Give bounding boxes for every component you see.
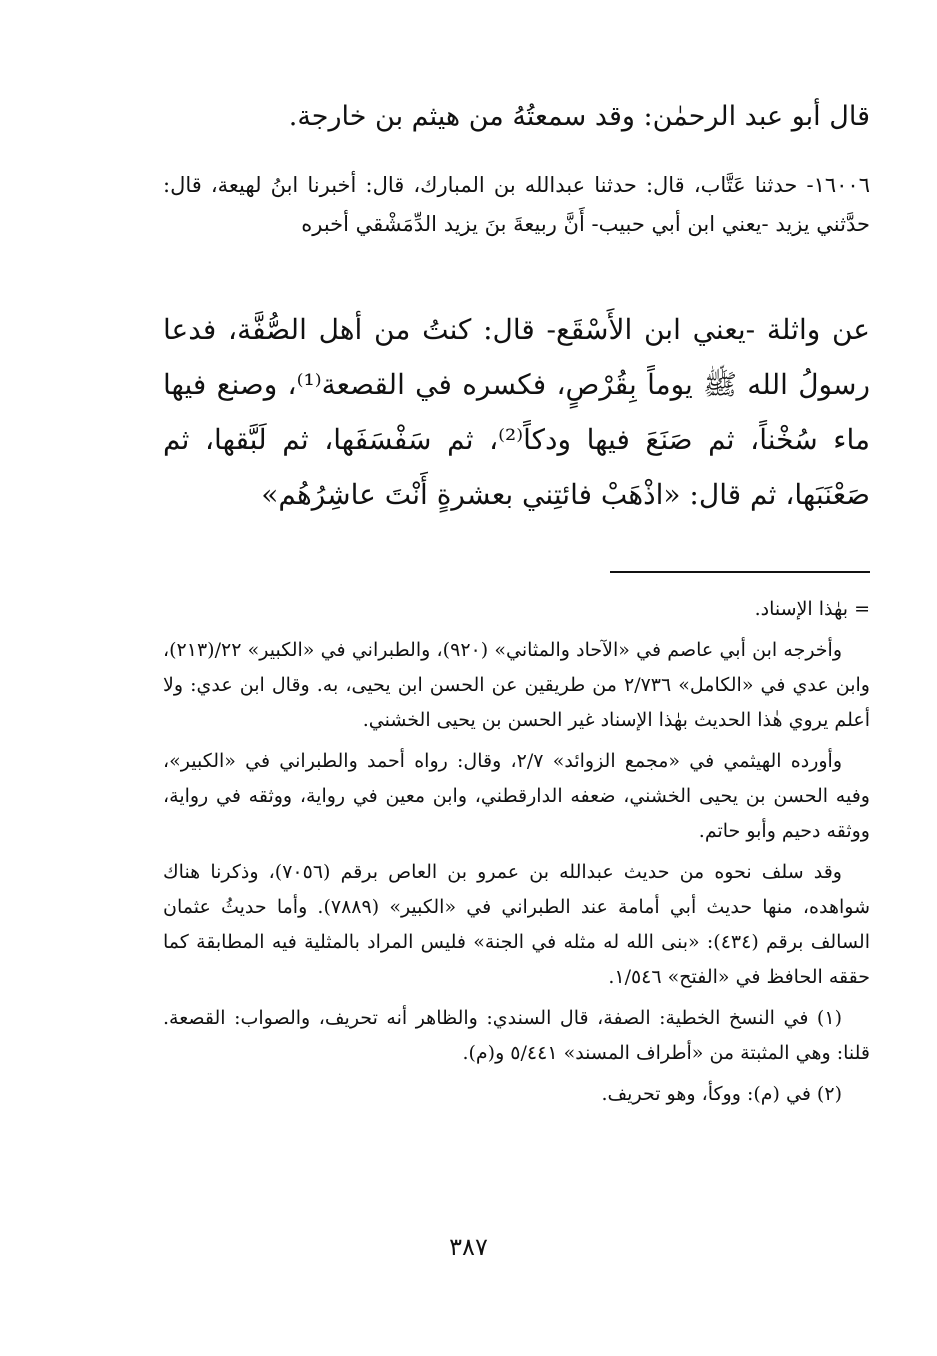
footnote-2: (٢) في (م): ووكأ، وهو تحريف. — [601, 1083, 842, 1105]
footnote-continuation: = بهٰذا الإسناد. — [754, 598, 870, 620]
hadith-isnad: ١٦٠٠٦- حدثنا عَتَّاب، قال: حدثنا عبدالله بن المبارك، قال: أخبرنا ابنُ لهيعة، قال: حدَّثني يزيد -يعني ابن أبي حبيب- أَنَّ ربيعةَ بنَ يزيد الدِّمَشْقي أخبره — [163, 173, 870, 236]
intro-line: قال أبو عبد الرحمٰن: وقد سمعتُهُ من هيثم بن خارجة. — [288, 101, 870, 132]
hadith-matn: عن واثلة -يعني ابن الأَسْقَع- قال: كنتُ من أهل الصُّفَّة، فدعا رسولُ الله ﷺ يوماً بِقُرْصٍ، فكسره في القصعة⁽¹⁾، وصنع فيها ماء سُخْناً، ثم صَنَعَ فيها ودكاً⁽²⁾، ثم سَفْسَفَها، ثم لَبَّقها، ثم صَعْنَبَها، ثم قال: «اذْهَبْ فائتِني بعشرةٍ أَنْتَ عاشِرُهُم» — [163, 313, 870, 511]
footnote-paragraph: وأورده الهيثمي في «مجمع الزوائد» ٢/٧، وقال: رواه أحمد والطبراني في «الكبير»، وفيه الحسن بن يحيى الخشني، ضعفه الدارقطني، وابن معين في رواية، ووثقه في رواية، ووثقه دحيم وأبو حاتم. — [163, 750, 870, 842]
footnote-paragraph: وقد سلف نحوه من حديث عبدالله بن عمرو بن العاص برقم (٧٠٥٦)، وذكرنا هناك شواهده، منها حديث أبي أمامة عند الطبراني في «الكبير» (٧٨٨٩). وأما حديثُ عثمان السالف برقم (٤٣٤): «بنى الله له مثله في الجنة» فليس المراد بالمثلية فيه المطابقة كما حققه الحافظ في «الفتح» ١/٥٤٦. — [163, 861, 870, 988]
footnote-paragraph: وأخرجه ابن أبي عاصم في «الآحاد والمثاني» (٩٢٠)، والطبراني في «الكبير» ٢٢/(٢١٣)، وابن عدي في «الكامل» ٢/٧٣٦ من طريقين عن الحسن ابن يحيى، به. وقال ابن عدي: ولا أعلم يروي هٰذا الحديث بهٰذا الإسناد غير الحسن بن يحيى الخشني. — [163, 639, 870, 731]
footnote-separator — [610, 571, 870, 573]
footnotes — [163, 592, 870, 1118]
page-number: ٣٨٧ — [449, 1233, 488, 1261]
footnote-1: (١) في النسخ الخطية: الصفة، قال السندي: والظاهر أنه تحريف، والصواب: القصعة. قلنا: وهي المثبتة من «أطراف المسند» ٥/٤٤١ و(م). — [163, 1007, 870, 1064]
